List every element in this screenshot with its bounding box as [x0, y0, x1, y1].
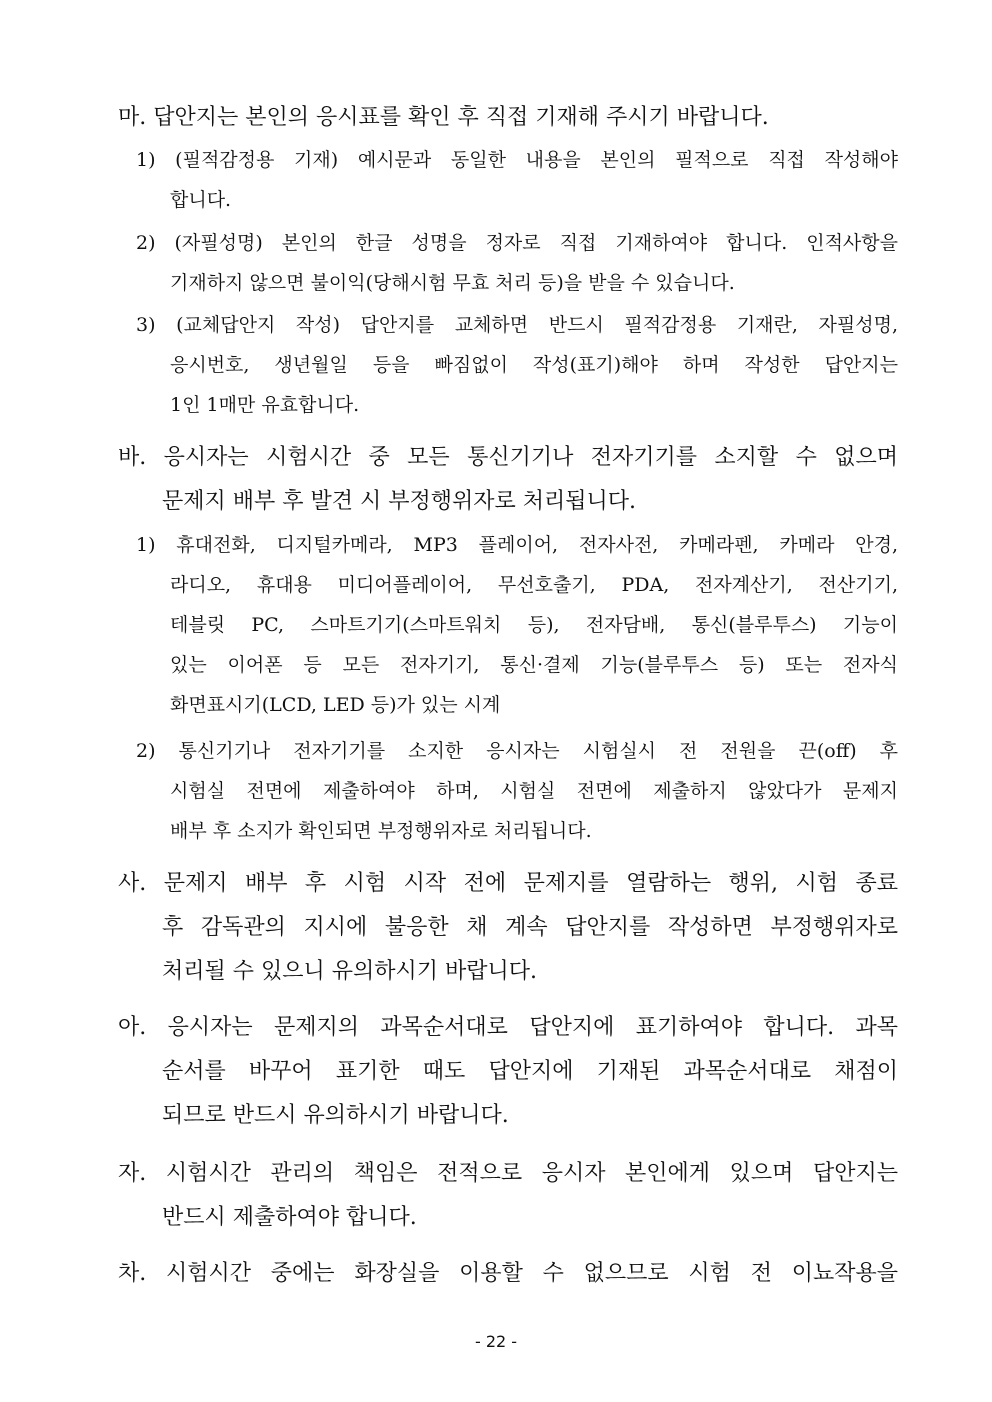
section-ba-item-1-line-3: 테블릿 PC, 스마트기기(스마트워치 등), 전자담배, 통신(블루투스) 기능이 — [170, 614, 898, 636]
section-ma-item-2 — [136, 223, 898, 303]
section-ba-item-1 — [136, 525, 898, 725]
section-sa — [118, 862, 898, 994]
section-ma-item-2-line-2: 기재하지 않으면 불이익(당해시험 무효 처리 등)을 받을 수 있습니다. — [170, 272, 735, 294]
section-ma-line-1: 마. 답안지는 본인의 응시표를 확인 후 직접 기재해 주시기 바랍니다. — [118, 105, 769, 130]
section-ma-item-2-line-1: 2) (자필성명) 본인의 한글 성명을 정자로 직접 기재하여야 합니다. 인적사항을 — [136, 232, 898, 254]
page-number: - 22 - — [474, 1332, 518, 1351]
section-a-line-1: 아. 응시자는 문제지의 과목순서대로 답안지에 표기하여야 합니다. 과목 — [118, 1015, 898, 1040]
section-ma-item-3-line-1: 3) (교체답안지 작성) 답안지를 교체하면 반드시 필적감정용 기재란, 자필성명, — [136, 314, 898, 336]
section-ba-item-2-line-3: 배부 후 소지가 확인되면 부정행위자로 처리됩니다. — [170, 820, 592, 842]
section-ma-item-1-line-1: 1) (필적감정용 기재) 예시문과 동일한 내용을 본인의 필적으로 직접 작성해야 — [136, 149, 898, 171]
section-a-line-3: 되므로 반드시 유의하시기 바랍니다. — [162, 1103, 509, 1128]
section-ba-item-2-line-2: 시험실 전면에 제출하여야 하며, 시험실 전면에 제출하지 않았다가 문제지 — [170, 780, 898, 802]
section-sa-line-3: 처리될 수 있으니 유의하시기 바랍니다. — [162, 959, 537, 984]
section-cha-line-1: 차. 시험시간 중에는 화장실을 이용할 수 없으므로 시험 전 이뇨작용을 — [118, 1261, 898, 1286]
section-ma-item-3-line-2: 응시번호, 생년월일 등을 빠짐없이 작성(표기)해야 하며 작성한 답안지는 — [170, 354, 898, 376]
section-ma-item-1 — [136, 140, 898, 220]
section-ba-line-1: 바. 응시자는 시험시간 중 모든 통신기기나 전자기기를 소지할 수 없으며 — [118, 445, 898, 470]
section-ja — [118, 1152, 898, 1240]
section-ba-item-1-line-2: 라디오, 휴대용 미디어플레이어, 무선호출기, PDA, 전자계산기, 전산기기, — [170, 574, 898, 596]
section-a-line-2: 순서를 바꾸어 표기한 때도 답안지에 기재된 과목순서대로 채점이 — [162, 1059, 898, 1084]
section-ba-item-1-line-1: 1) 휴대전화, 디지털카메라, MP3 플레이어, 전자사전, 카메라펜, 카메라 안경, — [136, 534, 898, 556]
section-ba-item-1-line-4: 있는 이어폰 등 모든 전자기기, 통신·결제 기능(블루투스 등) 또는 전자식 — [170, 654, 898, 676]
section-sa-line-2: 후 감독관의 지시에 불응한 채 계속 답안지를 작성하면 부정행위자로 — [162, 915, 898, 940]
section-ma-item-3-line-3: 1인 1매만 유효합니다. — [170, 394, 360, 416]
section-ja-line-2: 반드시 제출하여야 합니다. — [162, 1205, 417, 1230]
section-ma-item-3 — [136, 305, 898, 425]
section-a — [118, 1006, 898, 1138]
section-ma-item-1-line-2: 합니다. — [170, 189, 232, 211]
section-ma — [118, 96, 898, 140]
section-sa-line-1: 사. 문제지 배부 후 시험 시작 전에 문제지를 열람하는 행위, 시험 종료 — [118, 871, 898, 896]
section-ba-item-2-line-1: 2) 통신기기나 전자기기를 소지한 응시자는 시험실시 전 전원을 끈(off) 후 — [136, 740, 898, 762]
section-ba-item-1-line-5: 화면표시기(LCD, LED 등)가 있는 시계 — [170, 694, 501, 716]
section-cha — [118, 1252, 898, 1296]
section-ba — [118, 436, 898, 524]
section-ja-line-1: 자. 시험시간 관리의 책임은 전적으로 응시자 본인에게 있으며 답안지는 — [118, 1161, 898, 1186]
section-ba-line-2: 문제지 배부 후 발견 시 부정행위자로 처리됩니다. — [162, 489, 636, 514]
section-ba-item-2 — [136, 731, 898, 851]
